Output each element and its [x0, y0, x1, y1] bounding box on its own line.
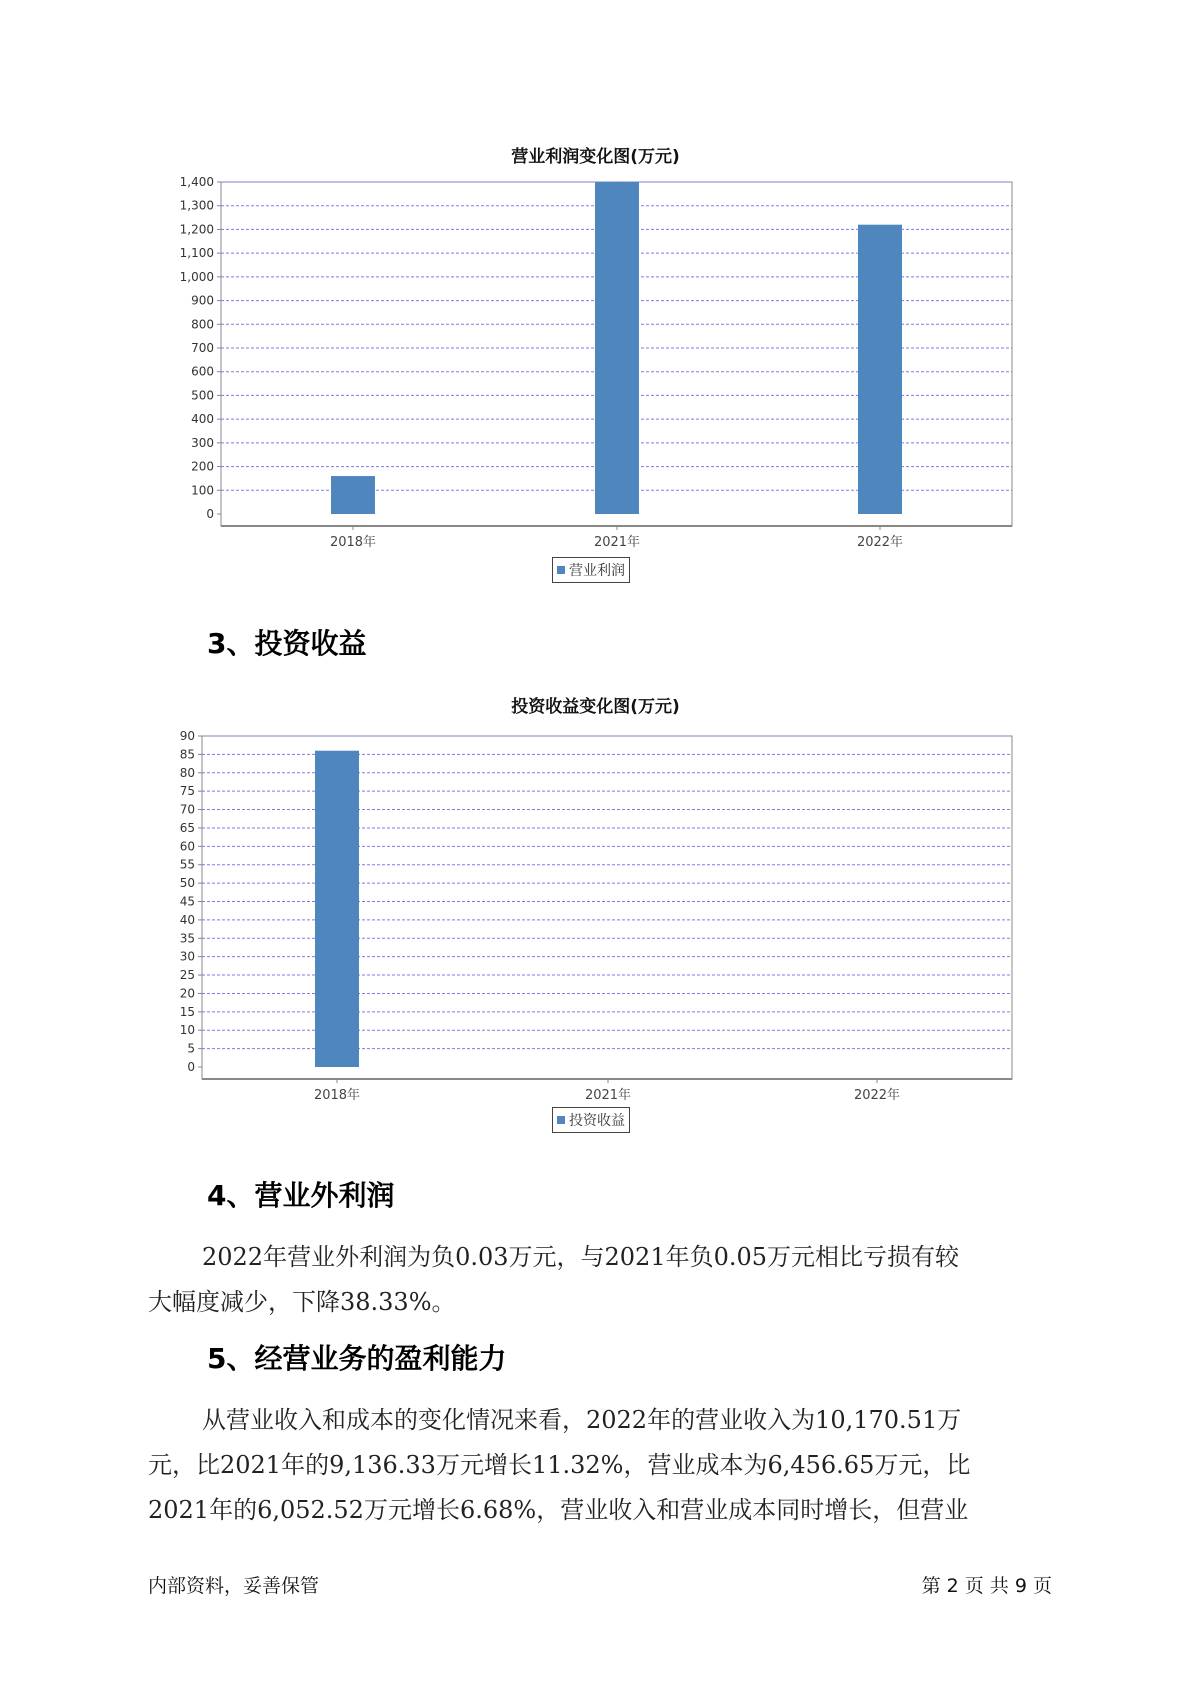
y-tick-label: 700	[191, 341, 214, 355]
y-tick-label: 60	[179, 839, 195, 854]
y-tick-label: 300	[191, 435, 214, 450]
paragraph-line: 2022年营业外利润为负0.03万元，与2021年负0.05万元相比亏损有较	[202, 1243, 960, 1271]
paragraph-line: 2021年的6,052.52万元增长6.68%，营业收入和营业成本同时增长，但营业	[148, 1496, 969, 1524]
y-tick-label: 45	[179, 894, 195, 909]
y-tick-label: 70	[179, 802, 195, 817]
x-tick-label: 2021年	[584, 1088, 632, 1103]
paragraph-line: 大幅度减少，下降38.33%。	[148, 1288, 456, 1316]
y-tick-label: 5	[187, 1041, 195, 1056]
y-tick-label: 40	[179, 912, 195, 927]
y-tick-label: 1,300	[179, 198, 214, 213]
y-tick-label: 15	[179, 1004, 195, 1019]
section-5-heading: 5、经营业务的盈利能力	[207, 1342, 507, 1375]
y-tick-label: 65	[179, 820, 195, 835]
y-tick-label: 0	[187, 1060, 195, 1074]
bar	[595, 182, 639, 514]
y-tick-label: 25	[179, 968, 195, 983]
y-tick-label: 30	[179, 949, 195, 964]
section-5-paragraph	[148, 1398, 1048, 1533]
y-tick-label: 1,400	[179, 175, 214, 189]
y-tick-label: 20	[179, 986, 195, 1001]
chart1-legend	[552, 557, 630, 583]
footer-confidential-note: 内部资料，妥善保管	[148, 1575, 320, 1597]
section-4-heading: 4、营业外利润	[207, 1179, 395, 1212]
operating-profit-chart	[0, 175, 1191, 550]
y-tick-label: 75	[179, 784, 195, 799]
y-tick-label: 400	[191, 412, 214, 427]
y-tick-label: 50	[179, 876, 195, 891]
y-tick-label: 80	[179, 765, 195, 780]
chart2-legend	[552, 1107, 630, 1133]
y-tick-label: 55	[179, 857, 195, 872]
section-4-paragraph	[148, 1235, 1048, 1325]
paragraph-line: 从营业收入和成本的变化情况来看，2022年的营业收入为10,170.51万	[202, 1406, 962, 1434]
y-tick-label: 0	[206, 507, 214, 521]
chart1-title: 营业利润变化图(万元)	[511, 147, 680, 167]
y-tick-label: 1,100	[179, 246, 214, 261]
y-tick-label: 90	[179, 729, 195, 743]
y-tick-label: 100	[191, 483, 214, 498]
y-tick-label: 600	[191, 364, 214, 379]
y-tick-label: 900	[191, 293, 214, 308]
y-tick-label: 85	[179, 747, 195, 762]
y-tick-label: 800	[191, 317, 214, 332]
x-tick-label: 2021年	[593, 535, 641, 550]
y-tick-label: 1,000	[179, 269, 214, 284]
legend-swatch-icon	[557, 1116, 565, 1124]
paragraph-line: 元，比2021年的9,136.33万元增长11.32%，营业成本为6,456.65万元，比	[148, 1451, 971, 1479]
y-tick-label: 10	[179, 1023, 195, 1038]
x-tick-label: 2022年	[856, 535, 904, 550]
bar	[315, 751, 359, 1067]
y-tick-label: 500	[191, 388, 214, 403]
legend-swatch-icon	[557, 566, 565, 574]
x-tick-label: 2018年	[329, 535, 377, 550]
chart2-legend-label: 投资收益	[569, 1113, 625, 1129]
bar	[858, 225, 902, 514]
x-tick-label: 2018年	[313, 1088, 361, 1103]
section-3-heading: 3、投资收益	[207, 627, 367, 660]
chart1-legend-label: 营业利润	[569, 563, 625, 579]
chart2-title: 投资收益变化图(万元)	[511, 697, 680, 717]
y-tick-label: 1,200	[179, 222, 214, 237]
y-tick-label: 35	[179, 931, 195, 946]
bar	[331, 476, 375, 514]
footer-page-number: 第 2 页 共 9 页	[921, 1575, 1052, 1597]
x-tick-label: 2022年	[853, 1088, 901, 1103]
y-tick-label: 200	[191, 459, 214, 474]
investment-income-chart	[0, 720, 1191, 1103]
